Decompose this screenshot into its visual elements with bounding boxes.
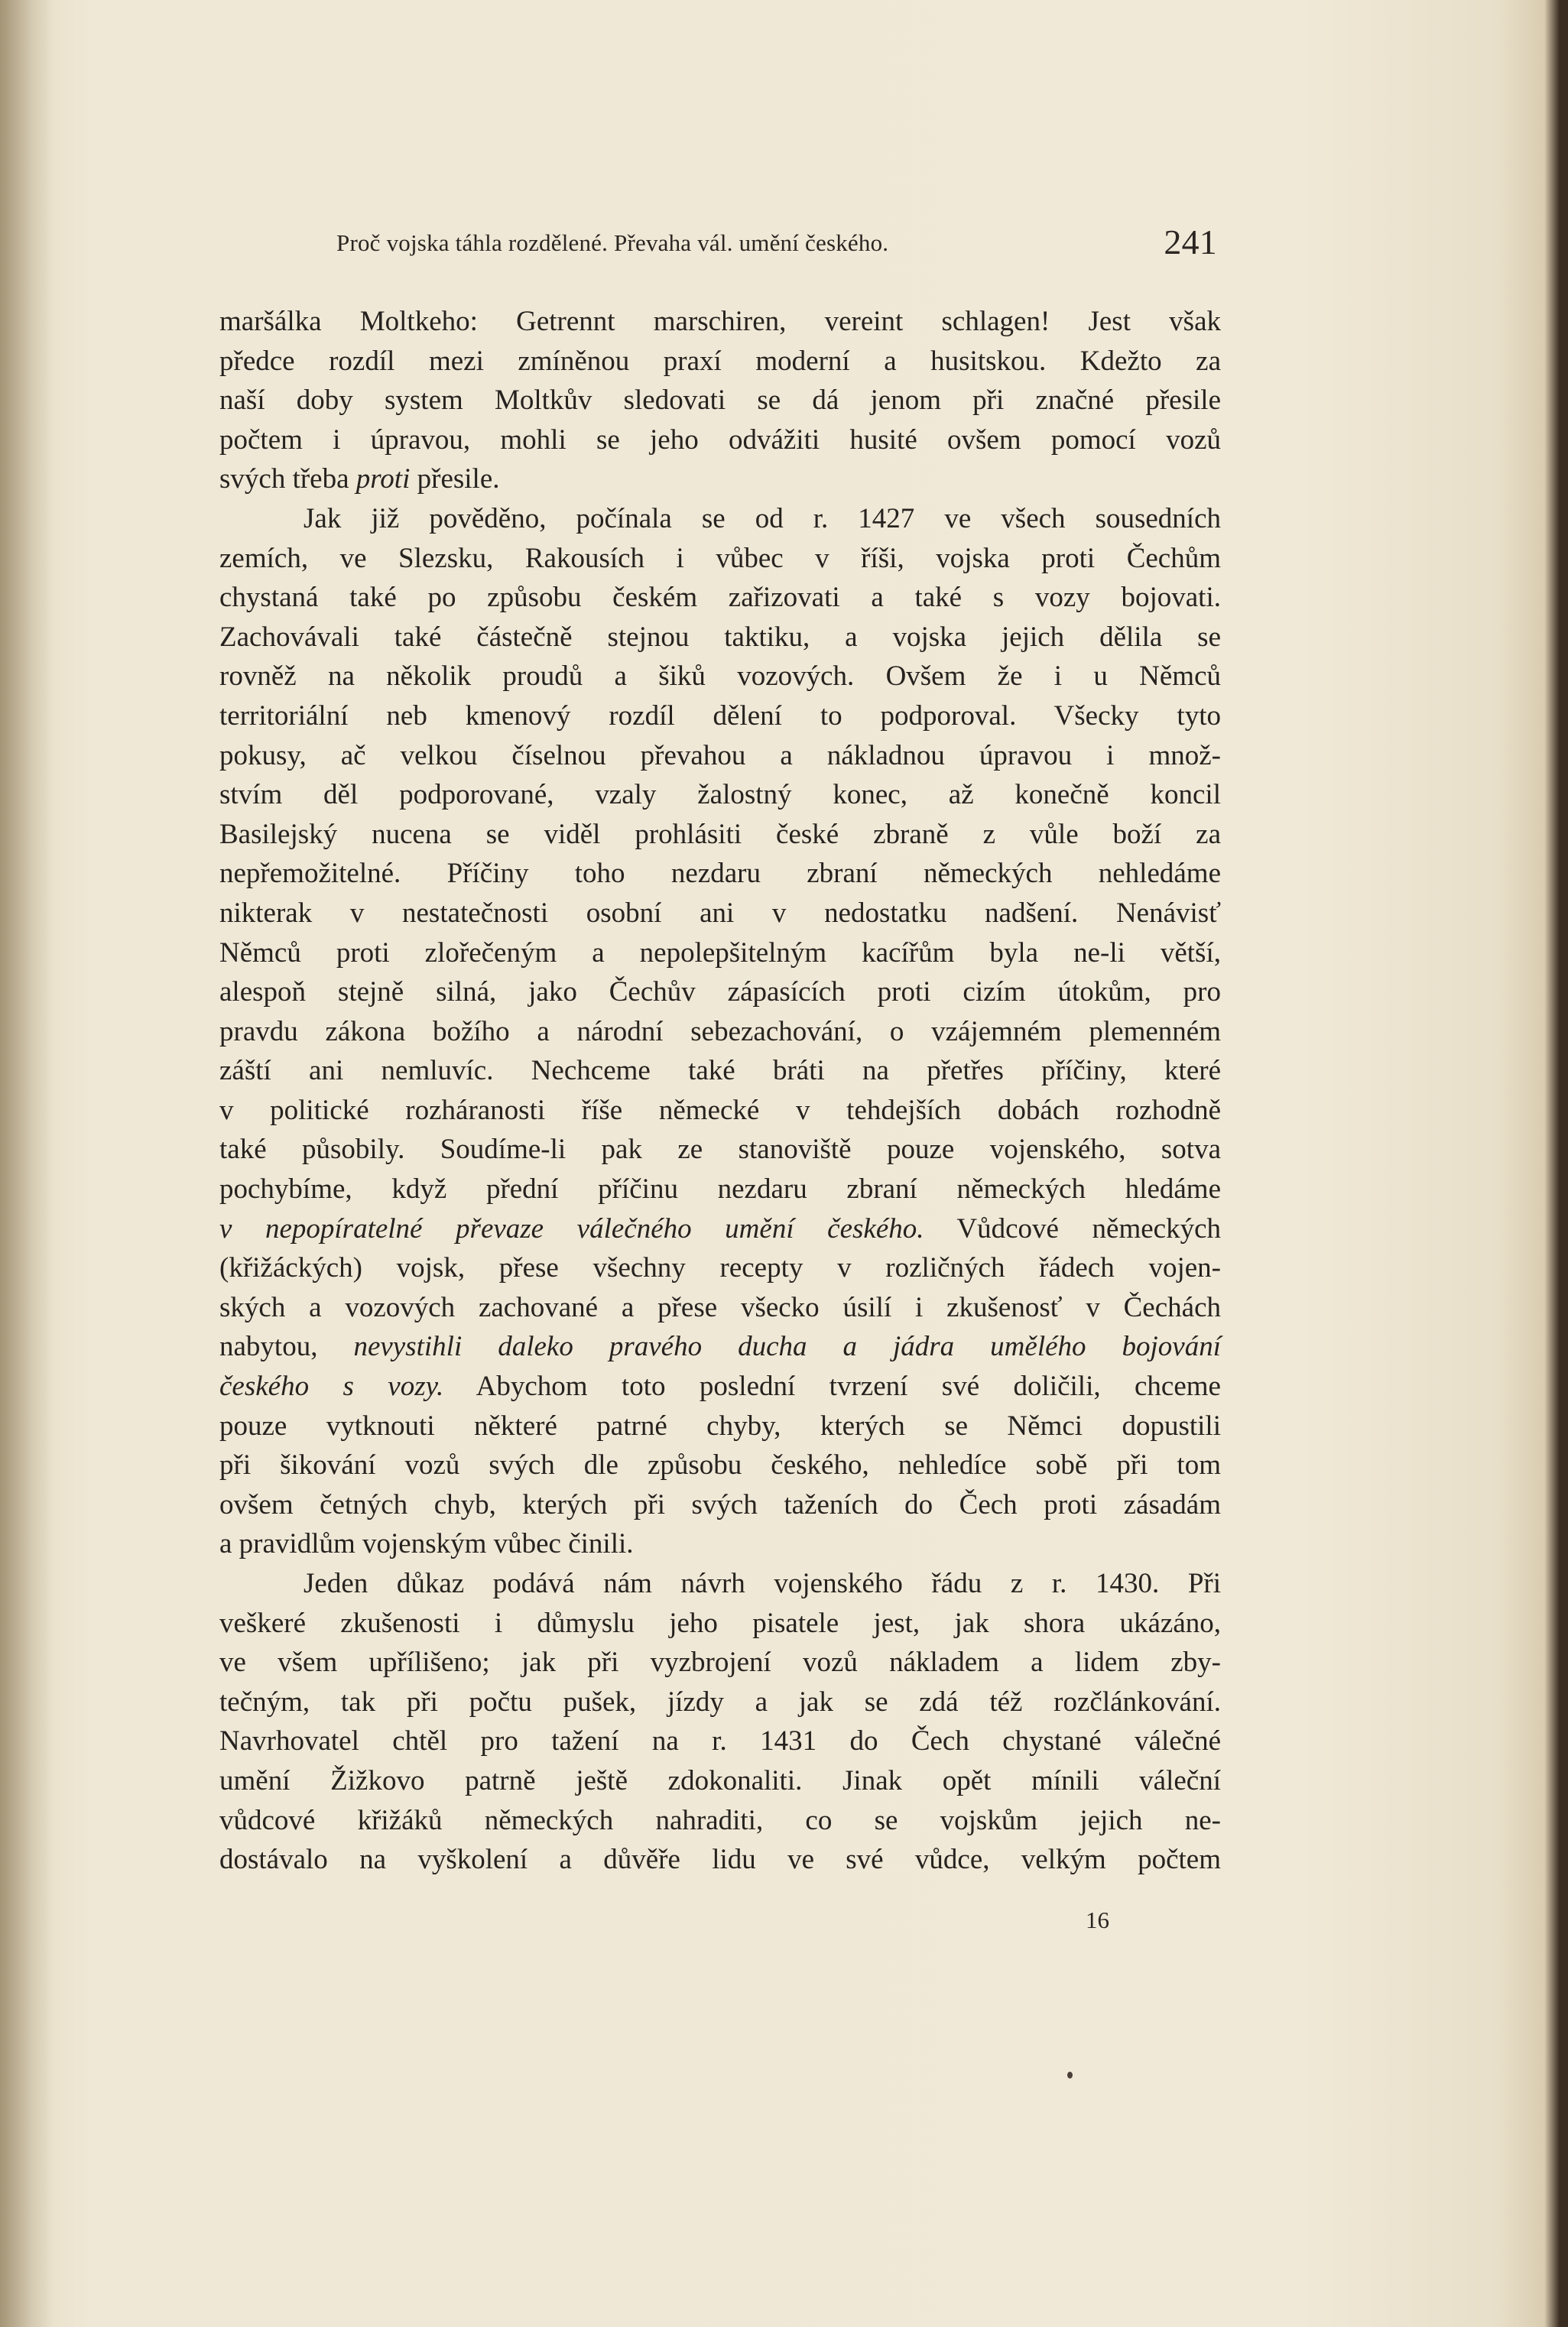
text-line: naší doby system Moltkův sledovati se dá jenom při značné přesile — [219, 385, 1221, 417]
paper-speck — [1067, 2072, 1073, 2079]
text-line: umění Žižkovo patrně ještě zdokonaliti. Jinak opět mínili váleční — [219, 1764, 1221, 1796]
text-line: pokusy, ač velkou číselnou převahou a nákladnou úpravou i množ- — [219, 739, 1221, 771]
text-line: Jeden důkaz podává nám návrh vojenského řádu z r. 1430. Při — [304, 1568, 1221, 1599]
text-line: chystaná také po způsobu českém zařizovati a také s vozy bojovati. — [219, 582, 1221, 614]
text-line: pochybíme, když přední příčinu nezdaru zbraní německých hledáme — [219, 1173, 1221, 1206]
text-line: nabytou, nevystihli daleko pravého ducha a jádra umělého bojování — [219, 1331, 1221, 1363]
text-line: záští ani nemluvíc. Nechceme také bráti na přetřes příčiny, které — [219, 1055, 1221, 1087]
binding-gutter-shadow — [0, 0, 54, 2327]
emphasis: v nepopíratelné převaze válečného umění českého. — [219, 1212, 924, 1245]
text-line: veškeré zkušenosti i důmyslu jeho pisatele jest, jak shora ukázáno, — [219, 1607, 1221, 1639]
text-line: territoriální neb kmenový rozdíl dělení to podporoval. Všecky tyto — [219, 699, 1221, 732]
text-line: ve všem upřílišeno; jak při vyzbrojení vozů nákladem a lidem zby- — [219, 1647, 1221, 1679]
text-line: počtem i úpravou, mohli se jeho odvážiti husité ovšem pomocí vozů — [219, 424, 1221, 456]
text-line: Navrhovatel chtěl pro tažení na r. 1431 do Čech chystané válečné — [219, 1725, 1221, 1757]
text-line: rovněž na několik proudů a šiků vozových. Ovšem že i u Němců — [219, 660, 1221, 693]
page-number: 241 — [1164, 222, 1217, 261]
text-line: v nepopíratelné převaze válečného umění českého. Vůdcové německých — [219, 1212, 1221, 1245]
text-line: tečným, tak při počtu pušek, jízdy a jak se zdá též rozčlánkování. — [219, 1686, 1221, 1718]
text-line: a pravidlům vojenským vůbec činili. — [219, 1528, 634, 1560]
running-title: Proč vojska táhla rozdělené. Převaha vál. umění českého. — [336, 229, 889, 256]
text-line: alespoň stejně silná, jako Čechův zápasících proti cizím útokům, pro — [219, 976, 1221, 1008]
text-line: dostávalo na vyškolení a důvěře lidu ve své vůdce, velkým počtem — [219, 1844, 1221, 1876]
text-line: předce rozdíl mezi zmíněnou praxí moderní a husitskou. Kdežto za — [219, 345, 1221, 377]
text-line: také působily. Soudíme-li pak ze stanoviště pouze vojenského, sotva — [219, 1134, 1221, 1166]
text-line: svých třeba proti přesile. — [219, 463, 500, 495]
text-line: Němců proti zlořečeným a nepolepšitelným kacířům byla ne-li větší, — [219, 936, 1221, 969]
running-head — [336, 222, 1223, 268]
text-line: (křižáckých) vojsk, přese všechny recepty v rozličných řádech vojen- — [219, 1252, 1221, 1284]
text-line: v politické rozháranosti říše německé v tehdejších dobách rozhodně — [219, 1094, 1221, 1126]
text-line: pravdu zákona božího a národní sebezachování, o vzájemném plemenném — [219, 1015, 1221, 1047]
emphasis: proti — [355, 463, 411, 495]
text-line: stvím děl podporované, vzaly žalostný konec, až konečně koncil — [219, 779, 1221, 811]
text-line: nepřemožitelné. Příčiny toho nezdaru zbraní německých nehledáme — [219, 858, 1221, 890]
text-line: Basilejský nucena se viděl prohlásiti české zbraně z vůle boží za — [219, 818, 1221, 850]
text-line: nikterak v nestatečnosti osobní ani v nedostatku nadšení. Nenávisť — [219, 897, 1221, 929]
text-line: maršálka Moltkeho: Getrennt marschiren, vereint schlagen! Jest však — [219, 306, 1221, 337]
emphasis: nevystihli daleko pravého ducha a jádra umělého bojování — [353, 1331, 1221, 1363]
text-line: vůdcové křižáků německých nahraditi, co se vojskům jejich ne- — [219, 1804, 1221, 1836]
text-line: při šikování vozů svých dle způsobu českého, nehledíce sobě při tom — [219, 1449, 1221, 1482]
text-line: pouze vytknouti některé patrné chyby, kterých se Němci dopustili — [219, 1410, 1221, 1442]
text-line: českého s vozy. Abychom toto poslední tvrzení své doličili, chceme — [219, 1371, 1221, 1403]
text-line: ovšem četných chyb, kterých při svých taženích do Čech proti zásadám — [219, 1488, 1221, 1521]
text-line: ských a vozových zachované a přese všecko úsilí i zkušenosť v Čechách — [219, 1291, 1221, 1323]
text-line: Jak již pověděno, počínala se od r. 1427 ve všech sousedních — [304, 502, 1221, 534]
text-line: Zachovávali také částečně stejnou taktiku, a vojska jejich dělila se — [219, 621, 1221, 653]
signature-mark: 16 — [1086, 1907, 1109, 1933]
text-line: zemích, ve Slezsku, Rakousích i vůbec v říši, vojska proti Čechům — [219, 542, 1221, 574]
body-text — [219, 302, 1221, 1880]
emphasis: českého s vozy. — [219, 1371, 444, 1403]
